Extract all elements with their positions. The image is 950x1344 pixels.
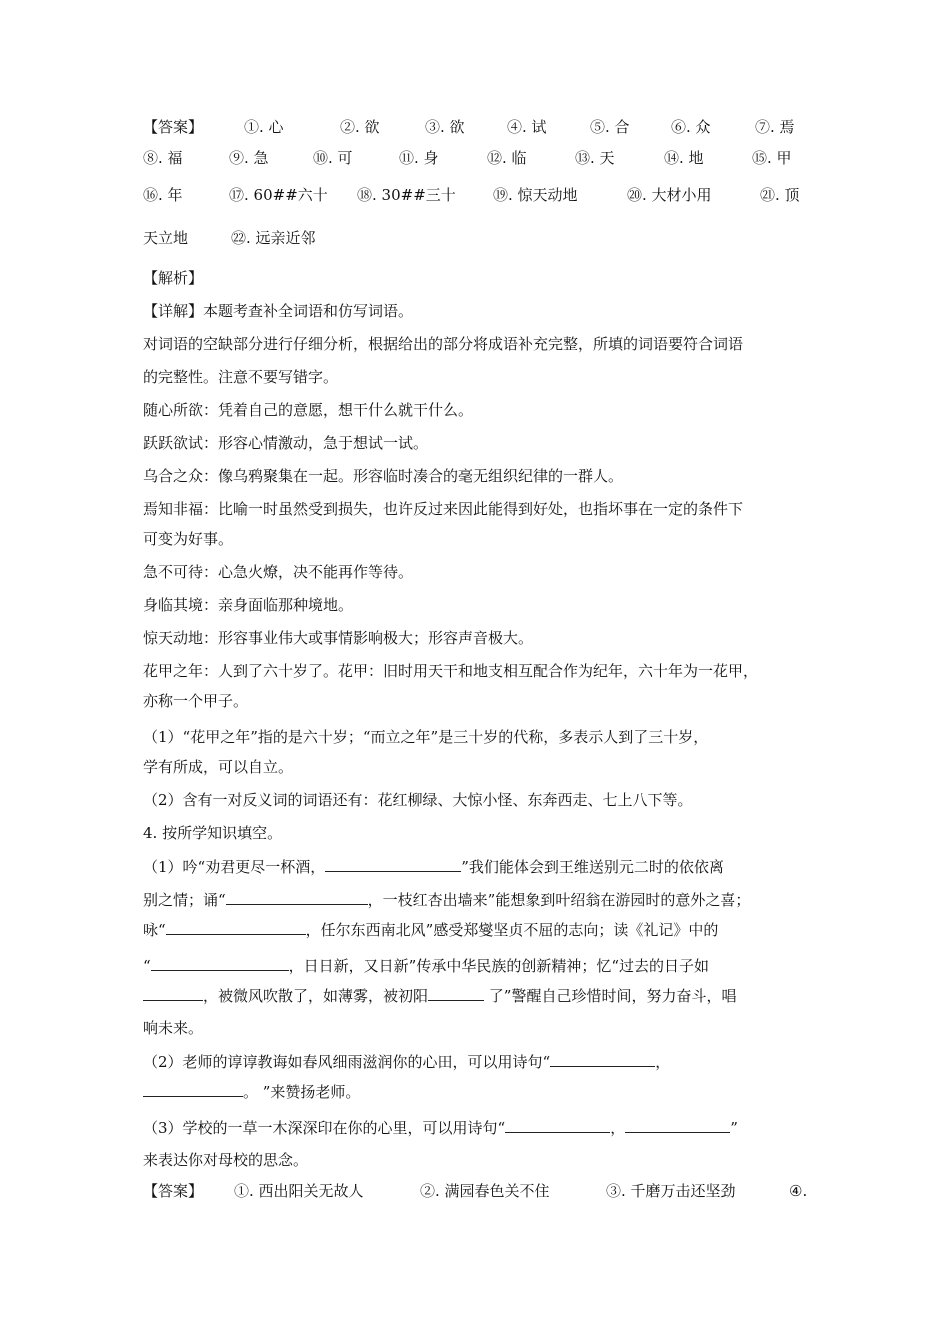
question-line: 响未来。 bbox=[143, 1019, 204, 1037]
answer-item: ③. 千磨万击还坚劲 bbox=[606, 1182, 736, 1200]
fill-blank[interactable] bbox=[226, 889, 368, 905]
answer-item: ①. 心 bbox=[244, 118, 284, 136]
answer-item: ㉑. 顶 bbox=[760, 186, 800, 204]
text: ，任尔东西南北风”感受郑燮坚贞不屈的志向；读《礼记》中的 bbox=[305, 921, 719, 939]
answer-item: ⑧. 福 bbox=[143, 149, 183, 167]
analysis-line: （1）“花甲之年”指的是六十岁；“而立之年”是三十岁的代称，多表示人到了三十岁， bbox=[143, 728, 709, 746]
answer-item: ⑦. 焉 bbox=[755, 118, 795, 136]
answer-item: ⑰. 60##六十 bbox=[229, 186, 328, 204]
analysis-line: 亦称一个甲子。 bbox=[143, 692, 249, 710]
analysis-line: 惊天动地：形容事业伟大或事情影响极大；形容声音极大。 bbox=[143, 629, 534, 647]
answer-item: ③. 欲 bbox=[425, 118, 465, 136]
text: ， bbox=[610, 1119, 626, 1137]
question-line bbox=[143, 919, 718, 940]
analysis-line: （2）含有一对反义词的词语还有：花红柳绿、大惊小怪、东奔西走、七上八下等。 bbox=[143, 791, 693, 809]
answer-item: ⑱. 30##三十 bbox=[357, 186, 456, 204]
question-line bbox=[143, 985, 736, 1006]
answer-label: 【答案】 bbox=[143, 118, 204, 136]
analysis-line: 花甲之年：人到了六十岁了。花甲：旧时用天干和地支相互配合作为纪年，六十年为一花甲， bbox=[143, 662, 759, 680]
analysis-line: 身临其境：亲身面临那种境地。 bbox=[143, 596, 354, 614]
text: 咏“ bbox=[143, 921, 166, 939]
answer-item: ⑯. 年 bbox=[143, 186, 183, 204]
text: （2）老师的谆谆教诲如春风细雨滋润你的心田，可以用诗句“ bbox=[143, 1053, 551, 1071]
question-line bbox=[143, 856, 724, 877]
answer-item: ㉒. 远亲近邻 bbox=[231, 229, 316, 247]
answer-item: ⑳. 大材小用 bbox=[627, 186, 712, 204]
fill-blank[interactable] bbox=[143, 985, 203, 1001]
text: ”我们能体会到王维送别元二时的依依离 bbox=[461, 858, 724, 876]
fill-blank[interactable] bbox=[505, 1117, 610, 1133]
answer-item: ⑲. 惊天动地 bbox=[493, 186, 578, 204]
answer-item: ②. 欲 bbox=[340, 118, 380, 136]
text: ， bbox=[655, 1053, 671, 1071]
text: （3）学校的一草一木深深印在你的心里，可以用诗句“ bbox=[143, 1119, 506, 1137]
question-line bbox=[143, 1051, 670, 1072]
answer-item: ①. 西出阳关无故人 bbox=[234, 1182, 364, 1200]
fill-blank[interactable] bbox=[550, 1051, 655, 1067]
answer-item: ⑮. 甲 bbox=[752, 149, 792, 167]
analysis-line: 乌合之众：像乌鸦聚集在一起。形容临时凑合的毫无组织纪律的一群人。 bbox=[143, 467, 624, 485]
fill-blank[interactable] bbox=[325, 856, 461, 872]
analysis-line: 可变为好事。 bbox=[143, 530, 234, 548]
answer-item: ⑩. 可 bbox=[313, 149, 353, 167]
analysis-line: 急不可待：心急火燎，决不能再作等待。 bbox=[143, 563, 414, 581]
answer-item: ⑪. 身 bbox=[399, 149, 439, 167]
analysis-line: 【详解】本题考查补全词语和仿写词语。 bbox=[143, 302, 414, 320]
answer-item: ⑫. 临 bbox=[487, 149, 527, 167]
answer-row-5 bbox=[143, 1180, 808, 1202]
analysis-line: 焉知非福：比喻一时虽然受到损失，也许反过来因此能得到好处，也指坏事在一定的条件下 bbox=[143, 500, 744, 518]
analysis-line: 的完整性。注意不要写错字。 bbox=[143, 368, 339, 386]
analysis-line: 学有所成，可以自立。 bbox=[143, 758, 294, 776]
answer-item: ④. bbox=[789, 1182, 808, 1200]
answer-item: ⑬. 天 bbox=[575, 149, 615, 167]
answer-row-1 bbox=[143, 116, 808, 138]
text: 了”警醒自己珍惜时间，努力奋斗，唱 bbox=[484, 987, 737, 1005]
text: ，一枝红杏出墙来”能想象到叶绍翁在游园时的意外之喜； bbox=[367, 891, 751, 909]
fill-blank[interactable] bbox=[166, 919, 306, 935]
answer-item: ⑥. 众 bbox=[671, 118, 711, 136]
answer-item: ②. 满园春色关不住 bbox=[420, 1182, 550, 1200]
text: （1）吟“劝君更尽一杯酒， bbox=[143, 858, 326, 876]
fill-blank[interactable] bbox=[428, 985, 484, 1001]
analysis-line: 对词语的空缺部分进行仔细分析，根据给出的部分将成语补充完整，所填的词语要符合词语 bbox=[143, 335, 744, 353]
answer-item: ⑤. 合 bbox=[590, 118, 630, 136]
answer-item: ⑨. 急 bbox=[229, 149, 269, 167]
question-title: 4. 按所学知识填空。 bbox=[143, 824, 283, 842]
question-line bbox=[143, 955, 709, 976]
text: ，日日新，又日新”传承中华民族的创新精神；忆“过去的日子如 bbox=[288, 957, 710, 975]
text: ，被微风吹散了，如薄雾，被初阳 bbox=[203, 987, 429, 1005]
fill-blank[interactable] bbox=[143, 1081, 243, 1097]
analysis-line: 随心所欲：凭着自己的意愿，想干什么就干什么。 bbox=[143, 401, 474, 419]
analysis-label: 【解析】 bbox=[143, 269, 204, 287]
answer-item: ④. 试 bbox=[507, 118, 547, 136]
answer-item: ⑭. 地 bbox=[664, 149, 704, 167]
text: 别之情；诵“ bbox=[143, 891, 226, 909]
fill-blank[interactable] bbox=[151, 955, 289, 971]
text: ” bbox=[730, 1119, 738, 1137]
fill-blank[interactable] bbox=[625, 1117, 730, 1133]
answer-row-2 bbox=[143, 147, 808, 169]
answer-row-3 bbox=[143, 184, 808, 206]
question-line: 来表达你对母校的思念。 bbox=[143, 1151, 309, 1169]
analysis-line: 跃跃欲试：形容心情激动，急于想试一试。 bbox=[143, 434, 429, 452]
question-line bbox=[143, 889, 750, 910]
answer-continuation: 天立地 bbox=[143, 229, 189, 247]
text: “ bbox=[143, 957, 151, 975]
text: 。 ”来赞扬老师。 bbox=[243, 1083, 361, 1101]
question-line bbox=[143, 1081, 360, 1102]
answer-label: 【答案】 bbox=[143, 1182, 204, 1200]
question-line bbox=[143, 1117, 738, 1138]
answer-row-4 bbox=[143, 227, 808, 249]
